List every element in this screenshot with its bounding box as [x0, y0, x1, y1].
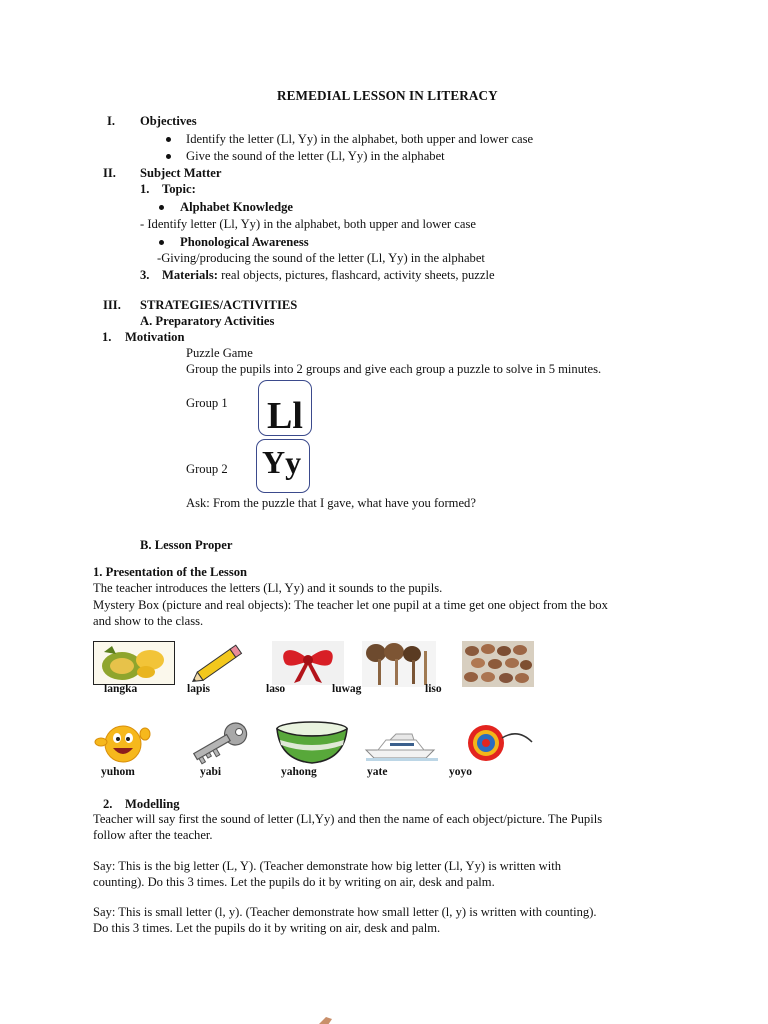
puzzle-game-label: Puzzle Game — [186, 346, 253, 360]
picture-caption: yabi — [200, 766, 222, 778]
section-heading: STRATEGIES/ACTIVITIES — [140, 298, 298, 312]
puzzle-letters: Ll — [267, 395, 303, 437]
bullet-icon — [159, 205, 164, 210]
list-number: 1. — [140, 182, 150, 196]
picture-caption: yahong — [281, 766, 317, 778]
ladle-picture — [362, 641, 436, 687]
picture-caption: luwag — [332, 683, 362, 695]
section-number: III. — [103, 298, 121, 312]
picture-caption: langka — [104, 683, 138, 695]
seeds-picture — [462, 641, 534, 687]
list-number: 1. — [102, 330, 112, 344]
paragraph: The teacher introduces the letters (Ll, Yy) and it sounds to the pupils. — [93, 581, 443, 595]
picture-caption: yuhom — [101, 766, 135, 778]
section-number: II. — [103, 166, 116, 180]
motivation-heading: Motivation — [125, 330, 185, 344]
section-heading: Subject Matter — [140, 166, 222, 180]
topic-phonological: Phonological Awareness — [180, 235, 309, 249]
bullet-icon — [166, 137, 171, 142]
section-heading: Objectives — [140, 114, 197, 128]
picture-caption: yoyo — [449, 766, 472, 778]
ribbon-picture — [272, 641, 344, 685]
objective-item: Identify the letter (Ll, Yy) in the alphabet, both upper and lower case — [186, 132, 534, 146]
bullet-icon — [159, 240, 164, 245]
group2-label: Group 2 — [186, 462, 228, 476]
list-number: 2. — [103, 797, 113, 811]
paragraph: Teacher will say first the sound of letter (Ll,Yy) and then the name of each object/picture. The Pupils — [93, 812, 603, 826]
paragraph: and show to the class. — [93, 614, 204, 628]
topic-phonological-desc: -Giving/producing the sound of the letter (Ll, Yy) in the alphabet — [157, 251, 485, 265]
topic-alphabet-desc: - Identify letter (Ll, Yy) in the alphabet, both upper and lower case — [140, 217, 476, 231]
puzzle-card-yy — [256, 439, 310, 493]
pencil-picture — [186, 641, 252, 685]
objective-item: Give the sound of the letter (Ll, Yy) in the alphabet — [186, 149, 445, 163]
ask-question: Ask: From the puzzle that I gave, what have you formed? — [186, 496, 476, 510]
key-picture — [186, 720, 254, 766]
subheading-preparatory: A. Preparatory Activities — [140, 314, 275, 328]
paragraph: follow after the teacher. — [93, 828, 213, 842]
picture-caption: liso — [425, 683, 442, 695]
puzzle-letters: Yy — [262, 444, 302, 480]
yoyo-picture — [462, 720, 536, 766]
puzzle-instruction: Group the pupils into 2 groups and give each group a puzzle to solve in 5 minutes. — [186, 362, 602, 376]
presentation-heading: 1. Presentation of the Lesson — [93, 565, 248, 579]
bowl-picture — [274, 720, 350, 766]
yacht-picture — [364, 724, 440, 764]
paragraph: Mystery Box (picture and real objects): The teacher let one pupil at a time get one object from the box — [93, 598, 608, 612]
picture-caption: laso — [266, 683, 286, 695]
subheading-lesson-proper: B. Lesson Proper — [140, 538, 233, 552]
materials-label: Materials: — [162, 268, 218, 282]
paragraph: Say: This is small letter (l, y). (Teacher demonstrate how small letter (l, y) is written with counting). — [93, 905, 597, 919]
topic-alphabet: Alphabet Knowledge — [180, 200, 294, 214]
bullet-icon — [166, 154, 171, 159]
modelling-heading: Modelling — [125, 797, 180, 811]
group1-label: Group 1 — [186, 396, 228, 410]
picture-caption: lapis — [187, 683, 211, 695]
document-title: REMEDIAL LESSON IN LITERACY — [277, 88, 498, 103]
puzzle-card-ll — [258, 380, 312, 436]
topic-label: Topic: — [162, 182, 196, 196]
decorative-fragment — [316, 1014, 334, 1024]
paragraph: Do this 3 times. Let the pupils do it by writing on air, desk and palm. — [93, 921, 441, 935]
list-number: 3. — [140, 268, 150, 282]
materials-text: real objects, pictures, flashcard, activity sheets, puzzle — [217, 268, 495, 282]
picture-caption: yate — [367, 766, 388, 778]
section-number: I. — [107, 114, 116, 128]
materials-line — [162, 268, 495, 284]
paragraph: counting). Do this 3 times. Let the pupils do it by writing on air, desk and palm. — [93, 875, 495, 889]
smiley-picture — [93, 720, 153, 766]
jackfruit-picture — [93, 641, 175, 685]
paragraph: Say: This is the big letter (L, Y). (Teacher demonstrate how big letter (Ll, Yy) is written with — [93, 859, 561, 873]
